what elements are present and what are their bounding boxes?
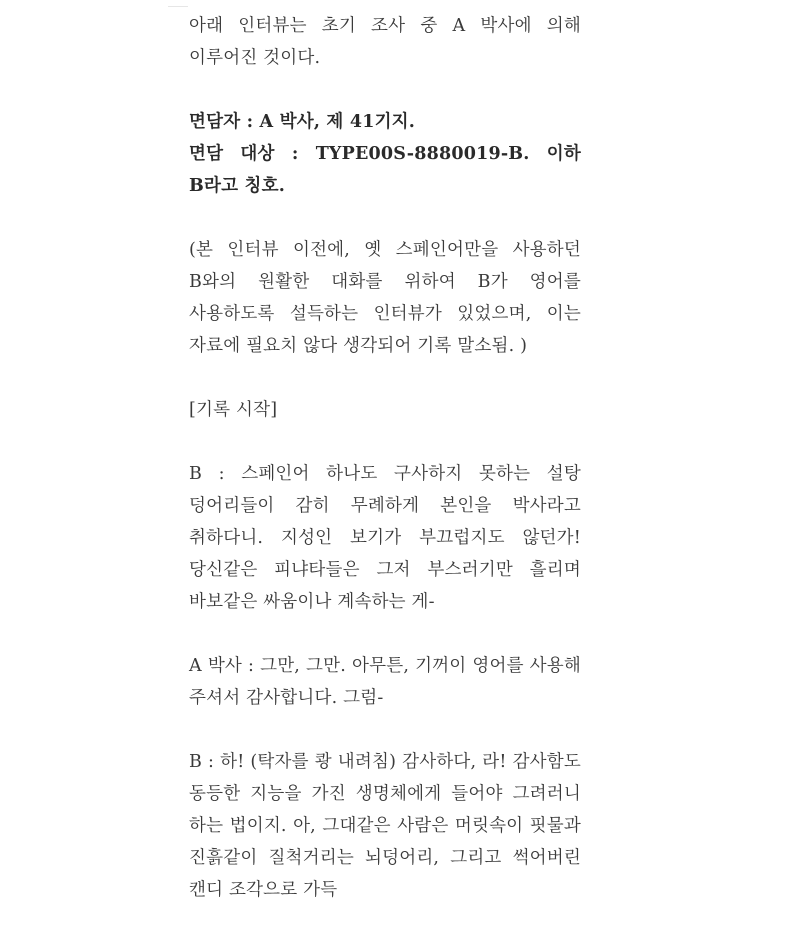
note-paragraph: (본 인터뷰 이전에, 옛 스페인어만을 사용하던 B와의 원활한 대화를 위하여 B가 영어를 사용하도록 설득하는 인터뷰가 있었으며, 이는 자료에 필요치 않다 생각되어 기록 말소됨. ): [189, 240, 581, 356]
intro-paragraph: 아래 인터뷰는 초기 조사 중 A 박사에 의해 이루어진 것이다.: [189, 16, 581, 68]
interview-article: [189, 10, 581, 938]
record-start-label: [기록 시작]: [189, 400, 278, 420]
dialogue-line: A 박사 : 그만, 그만. 아무튼, 기꺼이 영어를 사용해 주셔서 감사합니다. 그럼-: [189, 656, 581, 708]
dialogue-line: B : 스페인어 하나도 구사하지 못하는 설탕 덩어리들이 감히 무례하게 본인을 박사라고 취하다니. 지성인 보기가 부끄럽지도 않던가! 당신같은 피냐타들은 그저 부스러기만 흘리며 바보같은 싸움이나 계속하는 게-: [189, 464, 581, 612]
interviewer-line: 면담자 : A 박사, 제 41기지.: [189, 112, 416, 132]
dialogue-line: B : 하! (탁자를 쾅 내려침) 감사하다, 라! 감사함도 동등한 지능을 가진 생명체에게 들어야 그려러니 하는 법이지. 아, 그대같은 사람은 머릿속이 핏물과 진흙같이 질척거리는 뇌덩어리, 그리고 썩어버린 캔디 조각으로 가득: [189, 752, 581, 900]
top-divider: [168, 6, 188, 7]
subject-line: 면담 대상 : TYPE00S-8880019-B. 이하 B라고 칭호.: [189, 144, 581, 196]
